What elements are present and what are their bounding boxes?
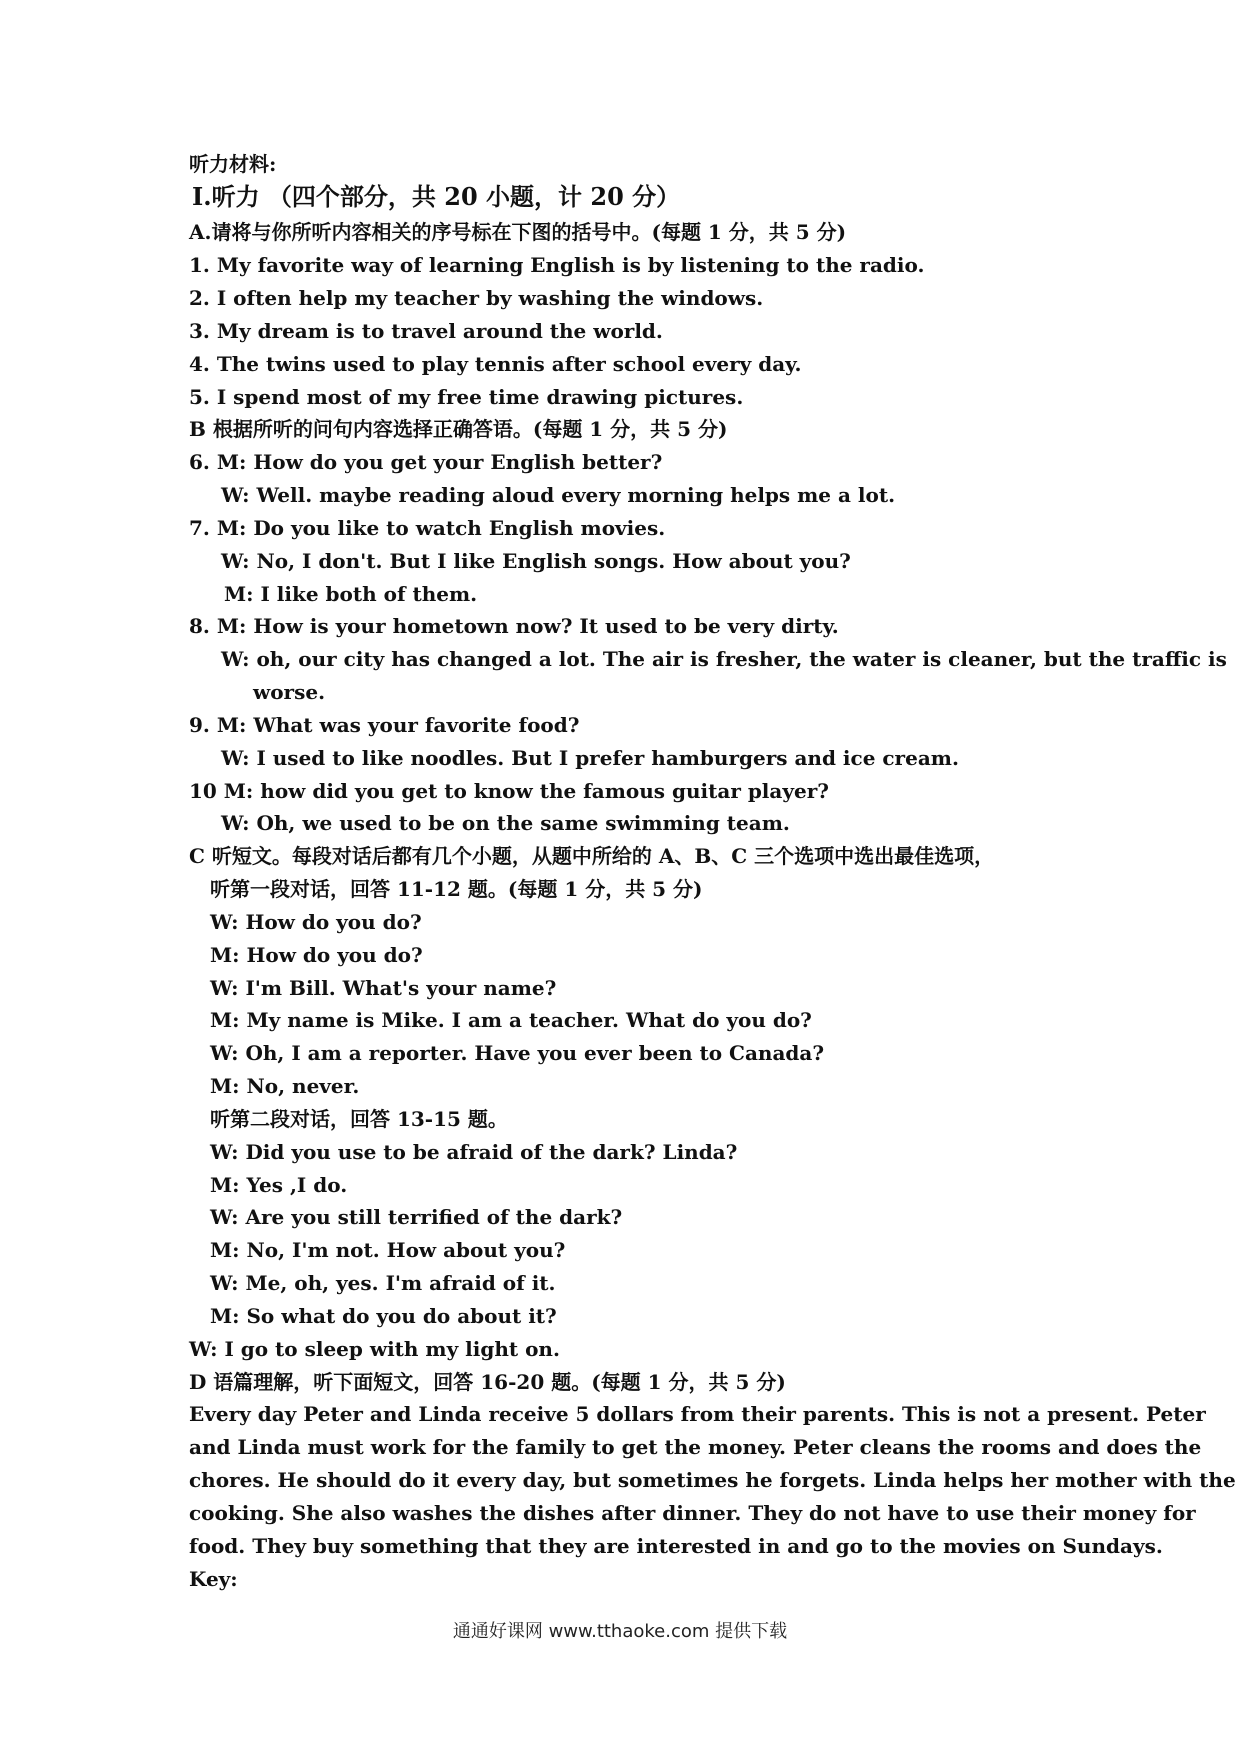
section-b-line: W: Oh, we used to be on the same swimming team. [221,811,790,835]
dialogue-line: W: Did you use to be afraid of the dark? Linda? [210,1140,738,1164]
dialogue-line: M: No, never. [210,1074,360,1098]
section-d-instruction: D 语篇理解，听下面短文，回答 16-20 题。(每题 1 分，共 5 分) [189,1370,786,1394]
section-b-instruction: B 根据所听的问句内容选择正确答语。(每题 1 分，共 5 分) [189,417,728,441]
passage-line: and Linda must work for the family to get the money. Peter cleans the rooms and does the [189,1435,1202,1459]
section-heading: Ⅰ.听力 （四个部分，共 20 小题，计 20 分） [192,182,681,211]
section-c-instruction: C 听短文。每段对话后都有几个小题，从题中所给的 A、B、C 三个选项中选出最佳选项， [189,844,995,868]
section-a-item: 4. The twins used to play tennis after school every day. [189,352,802,376]
section-a-item: 2. I often help my teacher by washing the windows. [189,286,764,310]
section-b-line: W: No, I don't. But I like English songs. How about you? [221,549,851,573]
passage-line: food. They buy something that they are interested in and go to the movies on Sundays. [189,1534,1163,1558]
passage-line: Every day Peter and Linda receive 5 dollars from their parents. This is not a present. Peter [189,1402,1206,1426]
section-a-item: 3. My dream is to travel around the world. [189,319,663,343]
dialogue-line: M: My name is Mike. I am a teacher. What do you do? [210,1008,812,1032]
section-b-line: 7. M: Do you like to watch English movies. [189,516,666,540]
dialogue-line: W: Oh, I am a reporter. Have you ever been to Canada? [210,1041,825,1065]
section-a-instruction: A.请将与你所听内容相关的序号标在下图的括号中。(每题 1 分，共 5 分) [189,220,847,244]
passage-line: chores. He should do it every day, but sometimes he forgets. Linda helps her mother with the [189,1468,1236,1492]
section-c-instruction: 听第二段对话，回答 13-15 题。 [210,1107,508,1131]
key-label: Key: [189,1567,238,1591]
section-c-instruction: 听第一段对话，回答 11-12 题。(每题 1 分，共 5 分) [210,877,703,901]
page-footer: 通通好课网 www.tthaoke.com 提供下载 [452,1621,788,1642]
dialogue-line: W: Me, oh, yes. I'm afraid of it. [210,1271,556,1295]
dialogue-line: W: I'm Bill. What's your name? [210,976,557,1000]
dialogue-line: M: Yes ,I do. [210,1173,348,1197]
page-title: 听力材料: [189,152,277,176]
dialogue-line: W: I go to sleep with my light on. [189,1337,560,1361]
dialogue-line: W: How do you do? [210,910,422,934]
dialogue-line: M: How do you do? [210,943,423,967]
section-a-item: 5. I spend most of my free time drawing pictures. [189,385,744,409]
section-a-item: 1. My favorite way of learning English is by listening to the radio. [189,253,925,277]
dialogue-line: W: Are you still terrified of the dark? [210,1205,623,1229]
dialogue-line: M: No, I'm not. How about you? [210,1238,566,1262]
section-b-line: 9. M: What was your favorite food? [189,713,580,737]
section-b-line: W: Well. maybe reading aloud every morning helps me a lot. [221,483,896,507]
section-b-line: W: oh, our city has changed a lot. The air is fresher, the water is cleaner, but the traffic is [221,647,1227,671]
section-b-line: worse. [253,680,326,704]
section-b-line: 10 M: how did you get to know the famous guitar player? [189,779,829,803]
dialogue-line: M: So what do you do about it? [210,1304,557,1328]
section-b-line: M: I like both of them. [224,582,478,606]
section-b-line: 6. M: How do you get your English better? [189,450,663,474]
section-b-line: W: I used to like noodles. But I prefer hamburgers and ice cream. [221,746,959,770]
section-b-line: 8. M: How is your hometown now? It used to be very dirty. [189,614,839,638]
passage-line: cooking. She also washes the dishes after dinner. They do not have to use their money for [189,1501,1196,1525]
